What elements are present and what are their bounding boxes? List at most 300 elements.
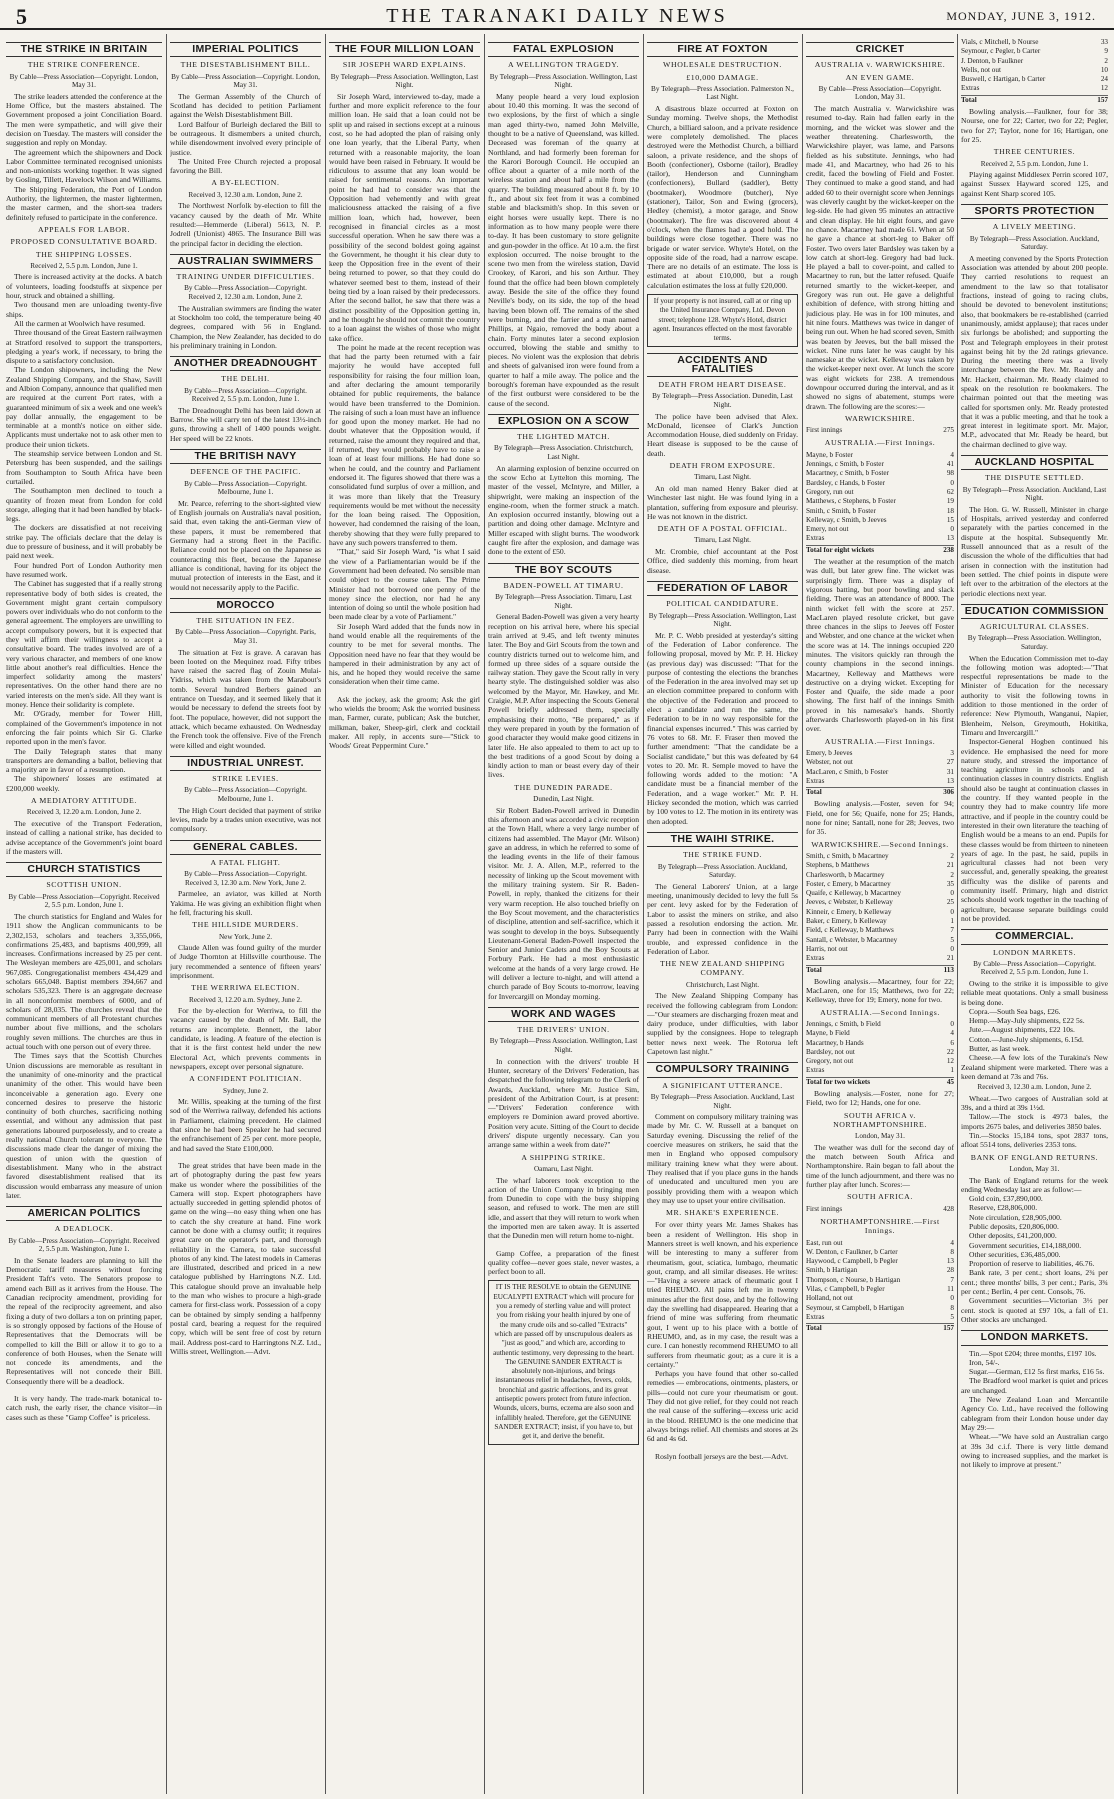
score-runs: 28: [946, 1266, 954, 1275]
score-row: [806, 1257, 954, 1266]
dateline: London, May 31.: [1009, 1164, 1060, 1173]
score-player: Webster, not out: [806, 758, 853, 767]
score-player: J. Denton, b Faulkner: [961, 56, 1024, 65]
scorecard: [806, 451, 954, 555]
section-subheading: SIR JOSEPH WARD EXPLAINS.: [342, 60, 467, 70]
section-subheading: BADEN-POWELL AT TIMARU.: [503, 580, 624, 590]
dateline: By Telegraph—Press Association. Dunedin, Last Night.: [652, 392, 793, 409]
score-player: Jeeves, c Webster, b Kelleway: [806, 898, 893, 907]
score-row: [961, 38, 1108, 47]
dateline: By Telegraph—Press Association. Auckland, Saturday.: [969, 234, 1100, 252]
column-rule: [325, 34, 326, 1794]
score-row: [806, 1057, 954, 1066]
section-heading: COMPULSORY TRAINING: [647, 1062, 798, 1077]
score-total-runs: 113: [943, 965, 954, 974]
scorecard: [806, 749, 954, 797]
score-player: Stephens, b Matthews: [806, 861, 870, 870]
score-row: [806, 479, 954, 488]
article-paragraph: The German Assembly of the Church of Scotland has decided to petition Parliament against the Welsh Disestablishment Bill.: [170, 91, 321, 120]
article-paragraph: Four hundred Port of London Authority men have resumed work.: [6, 560, 162, 579]
article-paragraph: The Cabinet has suggested that if a really strong representative body of both sides is created, the Government might grant certain compulsory powers over individuals who do not conform to the general agreement. The employers are unwilling to accept compulsory powers, but it is expected that they will affirm their willingness to accept a consultative board. The trades involved are of a very various character, and members of one know little about another's real difficulties. Hence the imperfect solidarity among the masters' representatives. On the other hand there are no varied interests on the men's side. All they want is money. Hence their solidarity is complete.: [6, 579, 162, 710]
score-total-row: [806, 965, 954, 975]
bowling-analysis: Bowling analysis.—Macartney, four for 22; MacLaren, one for 15; Matthews, two for 22; Kelleway, three for 19; Emery, none for two.: [806, 976, 954, 1005]
section-subheading: AGRICULTURAL CLASSES.: [979, 622, 1090, 632]
scorecard: [806, 426, 954, 435]
score-runs: 5: [950, 1312, 954, 1321]
section-subheading: AUSTRALIA v. WARWICKSHIRE.: [814, 60, 946, 70]
score-row: [806, 451, 954, 460]
score-player: Extras: [961, 84, 980, 93]
section-subheading: THE NEW ZEALAND SHIPPING COMPANY.: [660, 959, 785, 978]
article-paragraph: There is increased activity at the docks. A batch of volunteers, loading foodstuffs at sixpence per hour, struck and obtained a shilling.: [6, 272, 162, 301]
score-player: Holland, not out: [806, 1294, 853, 1303]
score-runs: 18: [946, 506, 954, 515]
article-paragraph: Other deposits, £41,200,000.: [969, 1231, 1057, 1241]
page-number: 5: [16, 4, 27, 29]
score-player: Gregory, run out: [806, 487, 854, 496]
score-player: Extras: [806, 1066, 825, 1075]
article-paragraph: Note circulation, £28,905,000.: [969, 1212, 1062, 1222]
score-runs: 24: [1100, 75, 1108, 84]
score-player: Charlesworth, b Macartney: [806, 870, 885, 879]
score-runs: 1: [950, 1066, 954, 1075]
score-runs: 12: [1100, 84, 1108, 93]
section-subheading: THE SHIPPING LOSSES.: [35, 249, 133, 259]
article-paragraph: The steamship service between London and St. Petersburg has been suspended, and the sailings from Southampton to South Africa have been curtailed.: [6, 449, 162, 486]
article-paragraph: Proportion of reserve to liabilities, 46.76.: [969, 1259, 1095, 1269]
score-runs: 33: [1100, 38, 1108, 46]
scorecard-title: SOUTH AFRICA.: [847, 1192, 913, 1202]
column-3: [329, 36, 480, 1793]
section-heading: CRICKET: [806, 42, 954, 57]
article-paragraph: The point he made at the recent reception was that had the party been returned with a fair majority he would have accepted full responsibility for raising the four million loan, and after declaring the amount temporarily obtained for public requirements, the balance would have been transferred to the Dominion. The raising of such a loan must have an influence for good upon the money market. He had no doubt whatever that the Opposition would, if returned, raise the amount they required and that, if returned, they would probably have to raise a loan of at least four millions. He had done so when he could, and the country and Parliament endorsed it. The figures showed that there was a consolidated fund surplus of over a million, and it was more than likely that the Treasury requirements would be met without the necessity for the loan being raised. The Opposition, however, had condemned the raising of the loan, thereby showing that they were fully prepared to have any such powers transferred to them.: [329, 342, 480, 548]
score-row: [806, 525, 954, 534]
column-4: [488, 36, 639, 1793]
section-subheading: APPEALS FOR LABOR.: [37, 224, 131, 234]
scorecard: [806, 1205, 954, 1214]
article-paragraph: The Hon. G. W. Russell, Minister in charge of Hospitals, arrived yesterday and conferred separately with the parties concerned in the dispute at the hospital. Subsequently Mr. Russell announced that as a result of the discussion the whole of the difficulties that had arisen in connection with the institution had been settled. The chief points in dispute were left over to the arbitration of the electors at the periodic elections next year.: [961, 504, 1108, 598]
score-row: [806, 768, 954, 777]
article-paragraph: The Bradford wool market is quiet and prices are unchanged.: [961, 1376, 1108, 1395]
score-row: [806, 871, 954, 880]
score-row: [806, 758, 954, 767]
score-player: Field, c Kelleway, b Matthews: [806, 926, 894, 935]
score-row: [806, 1239, 954, 1248]
score-row: [806, 880, 954, 889]
section-heading: ANOTHER DREADNOUGHT: [170, 356, 321, 371]
score-player: Jennings, c Smith, b Field: [806, 1019, 881, 1028]
score-runs: 15: [946, 515, 954, 524]
article-paragraph: The Shipping Federation, the Port of London Authority, the lightermen, the master lightermen, the master carmen, and the short-sea traders definitely refused to participate in the conference.: [6, 184, 162, 222]
dateline: By Telegraph—Press Association. Palmerston N., Last Night.: [651, 84, 794, 102]
section-subheading: THE HILLSIDE MURDERS.: [192, 920, 299, 930]
score-total-runs: 306: [943, 788, 954, 797]
score-player: Buswell, c Hartigan, b Carter: [961, 75, 1046, 84]
section-heading: THE BOY SCOUTS: [488, 563, 639, 578]
section-subheading: £10,000 DAMAGE.: [686, 72, 759, 82]
score-player: Smith, c Smith, b Foster: [806, 506, 876, 515]
score-row: [806, 1066, 954, 1075]
dateline: By Cable—Press Association—Copyright. London, May 31.: [9, 72, 159, 90]
article-paragraph: Wheat.—"We have sold an Australian cargo at 39s 3d c.i.f. There is very little demand owing to increased supplies, and the market is not likely to improve at present.": [961, 1432, 1108, 1470]
dateline: Sydney, June 2.: [222, 1086, 269, 1095]
section-subheading: THE DELHI.: [221, 374, 270, 384]
article-paragraph: Government securities, £14,188,000.: [969, 1240, 1082, 1250]
article-paragraph: The executive of the Transport Federation, instead of calling a national strike, has decided to advise acceptance of the Government's joint board if the masters will.: [6, 818, 162, 856]
section-subheading: THE STRIKE FUND.: [682, 850, 763, 860]
column-rule: [484, 34, 485, 1794]
score-runs: 275: [943, 426, 954, 435]
score-row: [961, 66, 1108, 75]
score-player: East, run out: [806, 1238, 843, 1247]
score-player: Matthews, c Stephens, b Foster: [806, 497, 896, 506]
score-row: [806, 469, 954, 478]
section-subheading: THE STRIKE CONFERENCE.: [27, 60, 141, 70]
column-7: [961, 36, 1108, 1793]
score-runs: 21: [946, 861, 954, 870]
score-row: [806, 1294, 954, 1303]
dateline: Received 2, 5.5 p.m. London, June 1.: [30, 261, 138, 270]
article-paragraph: Other securities, £36,485,000.: [969, 1249, 1061, 1259]
dateline: Christchurch, Last Night.: [685, 980, 760, 989]
section-heading: AMERICAN POLITICS: [6, 1206, 162, 1221]
score-runs: 2: [950, 870, 954, 879]
bowling-analysis: Bowling analysis.—Foster, seven for 94; Field, one for 56; Quaife, none for 25; Hands, none for nine; Santall, none for 28; Jeeves, two for 35.: [806, 799, 954, 837]
section-subheading: THE LIGHTED MATCH.: [517, 432, 610, 442]
score-row: [806, 1039, 954, 1048]
article-paragraph: Public deposits, £20,806,000.: [969, 1222, 1059, 1231]
article-paragraph: The Australian swimmers are finding the water at Stockholm too cold, the temperature being 40 degrees, compared with 56 in England. Champion, the New Zealander, has decided to do his preliminary training in London.: [170, 303, 321, 350]
article-paragraph: The New Zealand Shipping Company has received the following cablegram from London:—"Our steamers are discharging frozen meat and dairy produce, under difficulties, with labor supplied by the consignees. Hope to telegraph better news next week. The Rotorua left Capetown last night.": [647, 991, 798, 1057]
dateline: Timaru, Last Night.: [694, 473, 751, 482]
section-subheading: POLITICAL CANDIDATURE.: [666, 599, 779, 609]
score-runs: 9: [1104, 47, 1108, 56]
score-player: Smith, b Hartigan: [806, 1266, 858, 1275]
article-paragraph: Mr. Crombie, chief accountant at the Post Office, died suddenly this morning, from heart disease.: [647, 547, 798, 575]
score-row: [806, 1029, 954, 1038]
score-runs: 8: [950, 1247, 954, 1256]
score-runs: 35: [946, 879, 954, 888]
score-row: [806, 1304, 954, 1313]
score-player: Gregory, not out: [806, 1057, 854, 1066]
score-runs: 62: [946, 487, 954, 496]
score-total-row: [961, 95, 1108, 105]
section-subheading: A CONFIDENT POLITICIAN.: [189, 1074, 302, 1084]
score-total-row: [806, 787, 954, 797]
score-player: Macartney, c Smith, b Foster: [806, 469, 889, 478]
section-subheading: PROPOSED CONSULTATIVE BOARD.: [10, 237, 158, 247]
section-heading: THE WAIHI STRIKE.: [647, 832, 798, 847]
article-paragraph: Comment on compulsory military training was made by Mr. C. W. Russell at a banquet on Saturday evening. Discussing the relief of the coercive measures on strikers, he said that the men in England who opposed compulsory military training knew what they were about. They realised that if you place guns in the hands of uneducated and uncultured men you are possibly providing them with a weapon which they may use to upset your entire civilisation.: [647, 1112, 798, 1205]
article-paragraph: Sugar.—German, £12 5s first marks, £16 5s.: [969, 1367, 1105, 1377]
section-heading: IMPERIAL POLITICS: [170, 42, 321, 57]
column-2: [170, 36, 321, 1793]
article-paragraph: Sir Joseph Ward added that the funds now in hand would enable all the requirements of the country to be met for several months. The Opposition need have no fear that they would be hampered in their administration by any act of his, and he hoped they would receive the same consideration when their time came.: [329, 621, 480, 687]
score-runs: 8: [950, 1303, 954, 1312]
article-paragraph: Inspector-General Hogben continued his evidence. He emphasised the need for more nature study, and stressed the importance of teaching agriculture in schools and at continuation classes in country districts. English should also be taught at continuation classes in the country. If they wanted people in the country they had to make country life more attractive, and if people in the country could be interested in their own literature the teaching of English would be a means to an end. Pupils for these classes would be from thirteen to nineteen years of age. In the past, he said, pupils in agricultural classes had not been very successful, and, generally speaking, the greatest difficulty was the dislike of parents and community itself. Primary, high and district schools should work together in the teaching of agriculture, because separate buildings could not be provided.: [961, 737, 1108, 923]
score-player: Extras: [806, 534, 825, 543]
article-paragraph: Cheese.—A few lots of the Turakina's New Zealand shipment were marketed. There was a keen demand at 73s and 76s.: [961, 1053, 1108, 1081]
article-paragraph: Owing to the strike it is impossible to give reliable meat quotations. Only a small business is being done.: [961, 978, 1108, 1007]
dateline: Received 3, 12.30 a.m. London, June 2.: [188, 190, 303, 199]
section-subheading: A DEADLOCK.: [54, 1224, 114, 1234]
dateline: Received 2, 5.5 p.m. London, June 1.: [980, 159, 1089, 168]
score-total-runs: 238: [943, 545, 954, 554]
score-total-label: Total: [806, 965, 822, 974]
score-runs: 7: [950, 926, 954, 935]
score-row: [806, 1205, 954, 1214]
section-heading: FEDERATION OF LABOR: [647, 581, 798, 596]
article-paragraph: The dockers are dissatisfied at not receiving strike pay. The officials declare that the delay is due to pressure of business, and it will probably be paid next week.: [6, 523, 162, 561]
score-total-row: [806, 1077, 954, 1087]
section-subheading: A LIVELY MEETING.: [992, 222, 1077, 232]
score-runs: 27: [946, 758, 954, 767]
article-paragraph: Government securities—Victorian 3½ per cent. stock is quoted at £97 10s, a fall of £1. Other stocks are unchanged.: [961, 1296, 1108, 1324]
article-paragraph: Ask the jockey, ask the groom; Ask the girl who wields the broom; Ask the worried business man, Farmer, curate, publican; Ask the butcher, milkman, baker, Sheep-girl, clerk and cocktail maker. All reply, in accents sure—"Stick to Woods' Great Peppermint Cure.": [329, 694, 480, 751]
section-subheading: A WELLINGTON TRAGEDY.: [508, 60, 619, 70]
score-player: Extras: [806, 954, 825, 963]
article-paragraph: Claude Allen was found guilty of the murder of Judge Thornton at Hillsville courthouse. The jury recommended a sentence of fifteen years' imprisonment.: [170, 943, 321, 980]
score-player: Haywood, c Campbell, b Pegler: [806, 1257, 898, 1266]
column-rule: [166, 34, 167, 1794]
score-player: Smith, c Smith, b Macartney: [806, 851, 889, 860]
section-subheading: A SIGNIFICANT UTTERANCE.: [662, 1080, 783, 1090]
article-paragraph: Tin.—Stocks 15,184 tons, spot 2837 tons, afloat 5514 tons, deliveries 2353 tons.: [961, 1131, 1108, 1150]
score-total-label: Total: [961, 95, 977, 104]
article-paragraph: The New Zealand Loan and Mercantile Agency Co. Ltd., have received the following cablegram from their London house under day May 29:—: [961, 1395, 1108, 1432]
dateline: Timaru, Last Night.: [694, 536, 751, 545]
score-player: Kinneir, c Emery, b Kelleway: [806, 907, 892, 916]
article-paragraph: Iron, 54/-.: [969, 1357, 1000, 1367]
section-subheading: SOUTH AFRICA v. NORTHAMPTONSHIRE.: [833, 1110, 927, 1129]
section-heading: MOROCCO: [170, 598, 321, 613]
article-paragraph: Mr. O'Grady, member for Tower Hill, complained of the Government's impotence in not enforcing the fair points which Sir G. Clarke reported upon in the men's favor.: [6, 709, 162, 747]
article-paragraph: Tin.—Spot £204; three months, £197 10s.: [969, 1348, 1097, 1358]
article-paragraph: The London shipowners, including the New Zealand Shipping Company, and the Shaw, Savill and Albion Company, announce that qualified men are required at the current Port rates, with a guaranteed minimum of six a week and one week's pay dollar annually, the engagement to be terminable at a month's notice on either side. Applicants must undertake not to ask other men to produce their union tickets.: [6, 365, 162, 449]
score-runs: 2: [1104, 56, 1108, 65]
score-runs: 10: [1100, 65, 1108, 74]
section-subheading: MR. SHAKE'S EXPERIENCE.: [665, 1208, 780, 1218]
section-subheading: LONDON MARKETS.: [992, 947, 1077, 957]
score-player: Mayne, b Field: [806, 1029, 850, 1038]
score-row: [961, 57, 1108, 66]
score-row: [961, 47, 1108, 56]
article-paragraph: The Southampton men declined to touch a quantity of frozen meat from London for cold storage, alleging that it had been handled by black-legs.: [6, 486, 162, 524]
article-paragraph: The Bank of England returns for the week ending Wednesday last are as follow:—: [961, 1175, 1108, 1194]
spacer: [6, 1386, 162, 1394]
article-paragraph: The High Court decided that payment of strike levies, made by a trades union executive, was not compulsory.: [170, 805, 321, 834]
dateline: By Cable—Press Association—Copyright. Received 2, 5.5 p.m. Washington, June 1.: [8, 1236, 160, 1254]
score-runs: 13: [946, 776, 954, 785]
score-runs: 25: [946, 898, 954, 907]
score-row: [806, 516, 954, 525]
score-runs: 98: [946, 469, 954, 478]
score-row: [961, 84, 1108, 93]
scorecard: [806, 852, 954, 975]
score-runs: 428: [943, 1204, 954, 1213]
section-subheading: DEATH FROM HEART DISEASE.: [658, 380, 787, 390]
score-row: [806, 945, 954, 954]
section-subheading: BANK OF ENGLAND RETURNS.: [970, 1152, 1099, 1162]
dateline: By Cable—Press Association—Copyright. Received 2, 12.30 a.m. London, June 2.: [184, 284, 307, 302]
spacer: [170, 1153, 321, 1161]
column-7-articles: [961, 204, 1108, 1469]
article-paragraph: The Dreadnought Delhi has been laid down at Barrow. She will carry ten of the latest 13½-inch guns, throwing a shell of 1400 pounds weight. Her speed will be 22 knots.: [170, 405, 321, 443]
dateline: Received 3, 12.20 a.m. Sydney, June 2.: [189, 995, 302, 1004]
score-player: Jennings, c Smith, b Foster: [806, 460, 884, 469]
section-heading: ACCIDENTS AND FATALITIES: [647, 353, 798, 378]
dateline: By Telegraph—Press Association. Auckland, Last Night.: [650, 1092, 795, 1110]
section-heading: EXPLOSION ON A SCOW: [488, 414, 639, 429]
section-subheading: DEATH FROM EXPOSURE.: [669, 461, 776, 471]
article-paragraph: Sir Robert Baden-Powell arrived in Dunedin this afternoon and was accorded a civic reception at the Town Hall, where a very large number of citizens had assembled. The Mayor (Mr. Wilson) gave an address, in which he referred to some of the leading events in the life of their famous visitor. Mr. J. A. Allen, M.P., referred to the necessity of linking up the Scout movement with the military training system. Sir R. Baden-Powell, in reply, thanked the citizens for their very warm reception. He also touched briefly on the Boy Scout movement, and the characteristics of discipline, attention and self-sacrifice, which it was sought to develop in the boys. Subsequently Lieutenant-General Baden-Powell inspected the Senior and Junior Cadets and the Boy Scouts at Forbury Park. He had a most enthusiastic welcome at the hands of a very large crowd. He will deliver a lecture to-night, and will attend a church parade of Boy Scouts to-morrow, leaving for Invercargill on Monday morning.: [488, 805, 639, 1001]
advertisement: If your property is not insured, call at or ring up the United Insurance Company, Ltd. Devon street; telephone 128. Whyte's Hotel, district agent. Insurances effected on the most favorable terms.: [647, 294, 798, 346]
dateline: By Telegraph—Press Association. Wellington, Saturday.: [967, 634, 1102, 651]
score-runs: 0: [950, 907, 954, 916]
score-player: Harris, not out: [806, 944, 848, 953]
score-row: [806, 1313, 954, 1322]
score-total-label: Total for two wickets: [806, 1077, 871, 1086]
article-paragraph: Perhaps you have found that other so-called remedies — embrocations, ointments, plasters, or pills—could not cure your rheumatism or gout. They did not give relief, for they could not reach the real cause of the suffering—excess uric acid in the blood. RHEUMO is the one medicine that always brings relief. All chemists and stores at 2s 6d and 4s 6d.: [647, 1369, 798, 1444]
section-subheading: THE DRIVERS' UNION.: [517, 1025, 610, 1035]
score-player: First innings: [806, 1204, 843, 1213]
section-heading: FIRE AT FOXTON: [647, 42, 798, 57]
score-runs: 41: [946, 460, 954, 469]
article-paragraph: The strike leaders attended the conference at the Home Office, but the masters abstained. The Government proposed a joint Conciliation Board. The men were sympathetic, and will give their decision on Tuesday. The masters will consider the suggestion and reply on Monday.: [6, 91, 162, 148]
article-paragraph: When the Education Commission met to-day the following motion was adopted:—"That respectful representations be made to the Minister of Education for the necessary authority to visit the following towns in addition to those mentioned in the order of reference: New Plymouth, Wanganui, Napier, Blenheim, Nelson, Greymouth, Hokitika, Timaru and Invercargill.": [961, 653, 1108, 737]
article-paragraph: The weather was dull for the second day of the match between South Africa and Northamptonshire. Rain began to fall about the time of the lunch adjournment, and there was no further play after lunch. Scores:—: [806, 1142, 954, 1190]
dateline: Dunedin, Last Night.: [533, 795, 594, 804]
column-1: [6, 36, 162, 1793]
score-player: Mayne, b Foster: [806, 450, 853, 459]
score-player: Seymour, c Pegler, b Carter: [961, 47, 1041, 56]
article-paragraph: Mr. Pearce, referring to the short-sighted view of English journals on Australia's naval position, said that, even taking the anti-German view of these papers, it must be remembered that Germany had a strong fleet in the Pacific. Reliance could not be placed on the Japanese as counteracting this fleet, because the Japanese alliance is conditional, having for its object the mutual protection of interests in the East, and it would not necessarily apply to the Pacific.: [170, 498, 321, 592]
article-paragraph: For the by-election for Werriwa, to fill the vacancy caused by the death of Mr. Ball, the returns are incomplete. Bennett, the labor candidate, is leading. A feature of the election is that it is the first contest held under the new Electoral Act, which prevents comments in newspapers, except over personal signature.: [170, 1006, 321, 1071]
score-row: [806, 954, 954, 963]
column-5: [647, 36, 798, 1793]
dateline: By Cable—Press Association—Copyright. London, May 31.: [818, 84, 942, 102]
score-runs: 0: [950, 478, 954, 487]
score-player: Emery, b Jeeves: [806, 748, 853, 757]
article-paragraph: The Times says that the Scottish Churches Union discussions are memorable as resultant in the unanimity of one-minority and the practical unanimity of the other. This would have been inconceivable a generation ago. Every one concerned desires to preserve the historic continuity of both churches, sacrificing nothing essential, and without any admission that past generations laboured purposelessly, and to create a really national Church tolerant to everyone. The discussions made clear the danger of mixing the question of union with the question of disestablishment. Many who in the abstract favored disestablishment realised that its discussion would embarrass any measure of union later.: [6, 1051, 162, 1200]
score-runs: 5: [950, 935, 954, 944]
bowling-analysis: Bowling analysis.—Faulkner, four for 38; Nourse, one for 22; Carter, two for 22; Pegler, two for 27; Taylor, none for 16; Hartigan, one for 25.: [961, 107, 1108, 144]
section-subheading: DEATH OF A POSTAL OFFICIAL.: [657, 524, 788, 534]
article-paragraph: General Baden-Powell was given a very hearty reception on his arrival here, where his special train arrived at 9.45, and left twenty minutes later. The Boy and Girl Scouts from the town and country districts turned out to welcome him, and formed up three sides of a square outside the railway station. They gave the Scout rally in very hearty style. The distinguished soldier was also welcomed by the Mayor, Mr. Hawkey, and Mr. Craigie, M.P. After inspecting the Scouts General Powell briefly addressed them, specially emphasising their motto, "Be prepared," as if they were prepared in youth by the formation of good character they would make good citizens in later life. He also appealed to them to act up to the best traditions of a good Scout by doing a kindly action to man or beast every day of their lives.: [488, 612, 639, 780]
section-subheading: WHOLESALE DESTRUCTION.: [663, 60, 782, 70]
score-row: [806, 507, 954, 516]
article-paragraph: An old man named Henry Baker died at Winchester last night. He was found lying in a plantation, suffering from exposure and pleurisy. He was not known in the district.: [647, 483, 798, 521]
article-paragraph: It is very handy. The trade-mark botanical to-catch rush, the early riser, the chance visitor—in cases such as these "Gamp Coffee" is priceless.: [6, 1394, 162, 1422]
article-paragraph: The police have been advised that Alex. McDonald, licensee of Clark's Junction Accommodation House, died suddenly on Friday. Heart disease is supposed to be the cause of death.: [647, 411, 798, 458]
section-heading: SPORTS PROTECTION: [961, 204, 1108, 219]
score-row: [806, 898, 954, 907]
scorecard-title: AUSTRALIA.—Second Innings.: [820, 1007, 940, 1017]
score-total-runs: 157: [943, 1324, 954, 1333]
score-runs: 31: [946, 767, 954, 776]
dateline: By Telegraph—Press Association. Wellington, Last Night.: [648, 611, 797, 629]
dateline: By Telegraph—Press Association. Christchurch, Last Night.: [494, 444, 633, 462]
score-row: [806, 1048, 954, 1057]
score-runs: 13: [946, 534, 954, 543]
score-row: [806, 1248, 954, 1257]
article-paragraph: In connection with the drivers' trouble H Hunter, secretary of the Drivers' Federation, has despatched the following telegram to the Clerk of Awards, Auckland, where Mr. Justice Sim, president of the Arbitration Court, is at present:—"Drivers' Federation conference with employers re Dominion award proved abortive. Position very acute. Sitting of the Court to decide drivers' dispute urgently necessary. Can you arrange same within a week from date?": [488, 1056, 639, 1150]
article-paragraph: "That," said Sir Joseph Ward, "is what I said the view of a Parliamentarian would be if the Government had been defeated. No sensible man could object to the course taken. The Prime Minister had not borrowed one penny of the money since the election, nor had he any intention of doing so until the whole position had been made clear by a vote of Parliament.": [329, 547, 480, 622]
section-subheading: STRIKE LEVIES.: [212, 774, 279, 784]
score-row: [806, 777, 954, 786]
score-row: [806, 488, 954, 497]
score-player: Quaife, c Kelleway, b Macartney: [806, 889, 901, 898]
article-paragraph: A disastrous blaze occurred at Foxton on Sunday morning. Twelve shops, the Methodist Church, a billiard saloon, and a private residence were completely demolished. The places destroyed were the Methodist Church, a billiard saloon, a private residence, and the shops of Booth (confectioner), Osborne (tailor), Bradley (tailor), Henderson and Cunningham (confectioners), Bullard (saddler), Betty (bootmaker), Woodmore (butcher), Nye (stationer), Tailor, Son and Ewing (grocers), Hedley (chemist), a motor garage, and Snow (bootmaker). The fire was discovered about 4 o'clock, when the flames had a good hold. The buildings were close together. There was no brigade or water service. Whyte's Hotel, on the opposite side of the road, had a narrow escape. There are no details of an estimate. The loss is estimated at about £10,000, but a rough calculation estimates the loss at fully £20,000.: [647, 104, 798, 290]
score-runs: 4: [950, 1238, 954, 1247]
dateline: By Cable—Press Association—Copyright. Received 2, 5.5 p.m. London, June 1.: [184, 386, 307, 404]
score-player: Macartney, b Hands: [806, 1038, 864, 1047]
score-row: [806, 908, 954, 917]
score-total-row: [806, 545, 954, 555]
dateline: Received 3, 12.20 a.m. London, June 2.: [26, 808, 142, 817]
section-subheading: THE WERRIWA ELECTION.: [191, 983, 300, 993]
article-paragraph: Reserve, £28,806,000.: [969, 1203, 1038, 1213]
score-runs: 4: [950, 1029, 954, 1038]
score-row: [806, 917, 954, 926]
score-row: [806, 497, 954, 506]
score-player: Bardsley, c Hands, b Foster: [806, 478, 885, 487]
section-subheading: A SHIPPING STRIKE.: [521, 1152, 606, 1162]
score-runs: 19: [946, 497, 954, 506]
dateline: By Cable—Press Association—Copyright. Paris, May 31.: [175, 628, 316, 645]
score-row: [806, 1285, 954, 1294]
dateline: By Cable—Press Association—Copyright. Received 3, 12.30 a.m. New York, June 2.: [184, 870, 307, 887]
score-player: Extras: [806, 1312, 825, 1321]
section-subheading: A MEDIATORY ATTITUDE.: [31, 796, 137, 806]
section-heading: THE STRIKE IN BRITAIN: [6, 42, 162, 57]
section-heading: THE FOUR MILLION LOAN: [329, 42, 480, 57]
section-subheading: DEFENCE OF THE PACIFIC.: [190, 467, 301, 477]
section-heading: INDUSTRIAL UNREST.: [170, 756, 321, 771]
masthead: [0, 0, 1114, 30]
scorecard-title: WARWICKSHIRE.: [845, 413, 915, 423]
score-row: [806, 1276, 954, 1285]
section-subheading: THE DUNEDIN PARADE.: [514, 782, 613, 792]
section-heading: CHURCH STATISTICS: [6, 862, 162, 877]
article-paragraph: In the Senate leaders are planning to kill the Democratic tariff measures without forcing President Taft's veto. The Senators propose to amend each Bill as it arrives from the House. The Canadian reciprocity amendment, providing for the repeal of the reciprocity agreement, and also fixing a duty of two dollars a ton on printing paper, is so strongly opposed by factions of the House of Representatives that the Democrats will be compelled to kill the Bill or allow it to go to a conference of both Houses, when the Senate will not concede its amendments, and the Representatives will not concede their Bill. Consequently there will be a deadlock.: [6, 1255, 162, 1386]
article-paragraph: The Daily Telegraph states that many transporters are demanding a ballot, believing that a majority are in favor of a resumption.: [6, 746, 162, 775]
score-total-runs: 45: [946, 1077, 954, 1086]
score-runs: 1: [950, 917, 954, 926]
article-paragraph: The agreement which the shipowners and Dock Labor Committee terminated recognised unionists and non-unionists working together. It was signed by Gosling, Tillett, Havelock Wilson and Williams.: [6, 147, 162, 185]
score-runs: 21: [946, 954, 954, 963]
section-subheading: THE DISPUTE SETTLED.: [985, 473, 1084, 483]
article-paragraph: Gamp Coffee, a preparation of the finest quality coffee—never goes stale, never wastes, a perfect boon to all.: [488, 1248, 639, 1277]
article-paragraph: Wheat.—Two cargoes of Australian sold at 39s, and a third at 39s 1½d.: [961, 1093, 1108, 1113]
article-paragraph: The shipowners' losses are estimated at £200,000 weekly.: [6, 774, 162, 793]
score-player: Santall, c Webster, b Macartney: [806, 935, 898, 944]
spacer: [647, 1444, 798, 1452]
score-total-runs: 157: [1097, 95, 1108, 104]
dateline: By Cable—Press Association—Copyright. Received 2, 5.5 p.m. London, June 1.: [973, 959, 1096, 977]
article-paragraph: The United Free Church rejected a proposal favoring the Bill.: [170, 156, 321, 176]
score-player: Wells, not out: [961, 65, 1001, 74]
bowling-analysis: Bowling analysis.—Foster, none for 27; Field, two for 12; Hands, one for one.: [806, 1089, 954, 1108]
score-player: Thompson, c Nourse, b Hartigan: [806, 1275, 901, 1284]
score-total-label: Total: [806, 788, 822, 797]
score-row: [806, 534, 954, 543]
score-total-label: Total: [806, 1324, 822, 1333]
dateline: By Telegraph—Press Association. Auckland, Last Night.: [962, 485, 1107, 503]
article-paragraph: Cotton.—June-July shipments, 6.15d.: [969, 1034, 1084, 1044]
issue-date: MONDAY, JUNE 3, 1912.: [946, 9, 1096, 23]
article-paragraph: Playing against Middlesex Perrin scored 107, against Sussex Hayward scored 125, and against Kent Sharp scored 105.: [961, 170, 1108, 198]
